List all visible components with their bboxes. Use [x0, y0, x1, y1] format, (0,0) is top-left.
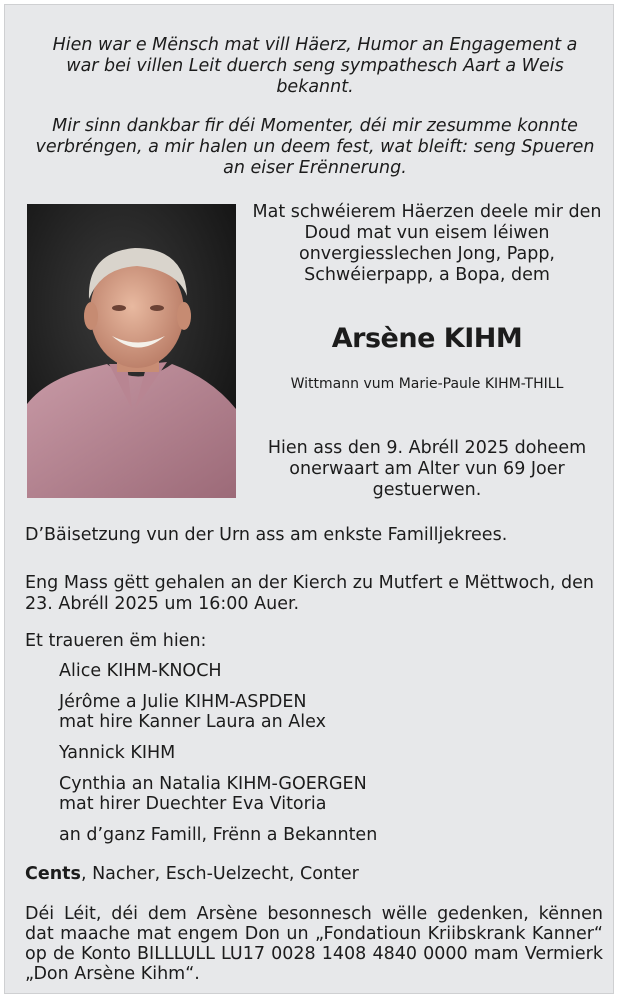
- mourner-line: Yannick KIHM: [59, 743, 176, 763]
- portrait-photo: [27, 204, 236, 498]
- mourner-entry: [59, 825, 599, 845]
- obituary-card: [4, 4, 614, 994]
- places-rest: , Nacher, Esch-Uelzecht, Conter: [80, 864, 359, 884]
- mourner-entry: [59, 661, 599, 681]
- mass-notice: Eng Mass gëtt gehalen an der Kierch zu Mutfert e Mëttwoch, den 23. Abréll 2025 um 16:00 Auer.: [25, 573, 594, 614]
- mourner-line: an d’ganz Famill, Frënn a Bekannten: [59, 825, 378, 845]
- places-line: [25, 864, 603, 885]
- intro-paragraph-1: Hien war e Mënsch mat vill Häerz, Humor an Engagement a war bei villen Leit duerch seng sympathesch Aart a Weis bekannt.: [52, 35, 578, 97]
- mourner-subline: mat hire Kanner Laura an Alex: [59, 712, 326, 732]
- deceased-name: Arsène KIHM: [331, 323, 523, 354]
- mourners-list: [59, 661, 599, 856]
- places-bold: Cents: [25, 864, 81, 884]
- mourner-line: Alice KIHM-KNOCH: [59, 661, 222, 681]
- announcement-text: Mat schwéierem Häerzen deele mir den Doud mat vun eisem léiwen onvergiesslechen Jong, Papp, Schwéierpapp, a Bopa, dem: [252, 202, 602, 285]
- death-details: Hien ass den 9. Abréll 2025 doheem onerwaart am Alter vun 69 Joer gestuerwen.: [267, 438, 587, 500]
- mourners-heading: Et traueren ëm hien:: [25, 631, 207, 651]
- mourner-entry: [59, 743, 599, 763]
- intro-paragraph-2: Mir sinn dankbar fir déi Momenter, déi mir zesumme konnte verbréngen, a mir halen un deem fest, wat bleift: seng Spueren an eiser Erënnerung.: [35, 116, 595, 178]
- mourner-subline: mat hirer Duechter Eva Vitoria: [59, 794, 327, 814]
- burial-notice: D’Bäisetzung vun der Urn ass am enkste Familljekrees.: [25, 525, 508, 545]
- donation-notice: Déi Léit, déi dem Arsène besonnesch wëlle gedenken, kënnen dat maache mat engem Don un „Fondatioun Kriibskrank Kanner“ op de Konto BILLLULL LU17 0028 1408 4840 0000 mam Vermierk „Don Arsène Kihm“.: [25, 904, 603, 984]
- mourner-line: Jérôme a Julie KIHM-ASPDEN: [59, 692, 307, 712]
- mourner-entry: [59, 774, 599, 814]
- mourner-line: Cynthia an Natalia KIHM-GOERGEN: [59, 774, 367, 794]
- widower-line: Wittmann vum Marie-Paule KIHM-THILL: [290, 376, 564, 392]
- mourner-entry: [59, 692, 599, 732]
